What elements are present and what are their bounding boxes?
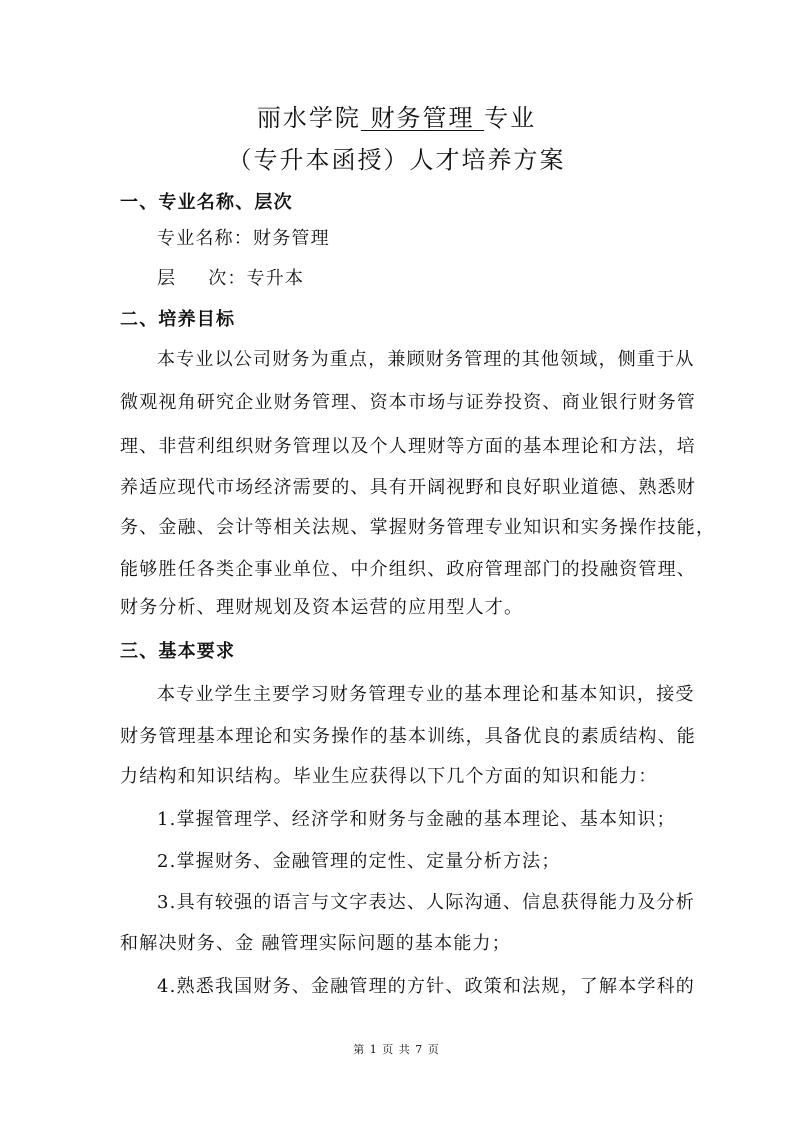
document-title-line2: （专升本函授）人才培养方案 bbox=[227, 146, 566, 174]
paragraph-line: 微观视角研究企业财务管理、资本市场与证券投资、商业银行财务管 bbox=[120, 392, 696, 413]
title-major: 财务管理 bbox=[360, 104, 485, 132]
list-item: 4.熟悉我国财务、金融管理的方针、政策和法规，了解本学科的 bbox=[157, 976, 695, 997]
paragraph-line: 养适应现代市场经济需要的、具有开阔视野和良好职业道德、熟悉财 bbox=[120, 477, 696, 498]
list-item: 1.掌握管理学、经济学和财务与金融的基本理论、基本知识； bbox=[157, 809, 676, 830]
level-label-b: 次：专升本 bbox=[208, 268, 305, 289]
list-item: 3.具有较强的语言与文字表达、人际沟通、信息获得能力及分析 bbox=[157, 892, 695, 913]
paragraph-line: 力结构和知识结构。毕业生应获得以下几个方面的知识和能力： bbox=[120, 766, 658, 787]
level-line bbox=[157, 268, 304, 290]
paragraph-line: 本专业以公司财务为重点，兼顾财务管理的其他领域，侧重于从 bbox=[157, 349, 695, 370]
document-title-line1 bbox=[0, 103, 793, 133]
paragraph-line: 务、金融、会计等相关法规、掌握财务管理专业知识和实务操作技能， bbox=[120, 517, 716, 538]
list-item-continuation: 和解决财务、金 融管理实际问题的基本能力； bbox=[120, 933, 511, 954]
major-name-line: 专业名称：财务管理 bbox=[157, 228, 330, 249]
section1-heading: 一、专业名称、层次 bbox=[120, 192, 293, 213]
list-item: 2.掌握财务、金融管理的定性、定量分析方法； bbox=[157, 851, 561, 872]
paragraph-line: 财务分析、理财规划及资本运营的应用型人才。 bbox=[120, 597, 524, 618]
paragraph-line: 本专业学生主要学习财务管理专业的基本理论和基本知识，接受 bbox=[157, 684, 695, 705]
page-footer: 第 1 页 共 7 页 bbox=[353, 1043, 440, 1056]
paragraph-line: 理、非营利组织财务管理以及个人理财等方面的基本理论和方法，培 bbox=[120, 436, 696, 457]
section3-heading: 三、基本要求 bbox=[120, 641, 236, 662]
paragraph-line: 能够胜任各类企事业单位、中介组织、政府管理部门的投融资管理、 bbox=[120, 559, 696, 580]
title-suffix: 专业 bbox=[484, 104, 537, 132]
section2-heading: 二、培养目标 bbox=[120, 309, 236, 330]
level-label-a: 层 bbox=[157, 268, 177, 289]
title-prefix: 丽水学院 bbox=[256, 104, 361, 132]
paragraph-line: 财务管理基本理论和实务操作的基本训练，具备优良的素质结构、能 bbox=[120, 726, 696, 747]
